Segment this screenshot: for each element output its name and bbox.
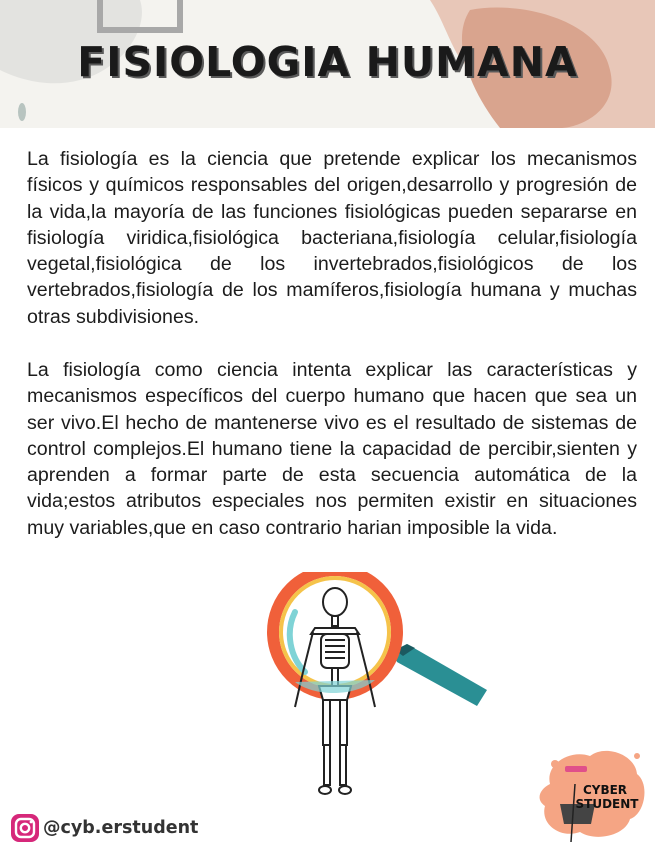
paragraph-1: La fisiología es la ciencia que pretende explicar los mecanismos físicos y químicos responsables del origen,desarrollo y progresión de la vida,la mayoría de las funciones fisiológicas pueden separarse en fisiología viridica,fisiológica bacteriana,fisiología celular,fisiología vegetal,fisiológica de los invertebrados,fisiológicos de los vertebrados,fisiología de los mamíferos,fisiología humana y muchas otras subdivisiones. xyxy=(27,148,637,328)
logo-line-2: STUDENT xyxy=(575,797,639,811)
social-handle[interactable]: @cyb.erstudent xyxy=(43,818,199,838)
cyber-student-logo xyxy=(535,744,650,844)
logo-line-1: CYBER xyxy=(582,783,628,797)
skeleton-magnifier-illustration xyxy=(255,572,500,807)
instagram-icon[interactable] xyxy=(10,813,40,843)
magnifier-handle xyxy=(393,644,487,706)
social-footer xyxy=(10,812,198,844)
paragraph-2: La fisiología como ciencia intenta explicar las características y mecanismos específicos del cuerpo humano que hacen que sea un ser vivo.El hecho de mantenerse vivo es el resultado de sistemas de control complejos.El humano tiene la capacidad de percibir,sienten y aprenden a formar parte de esta secuencia automática de la vida;estos atributos especiales nos permiten existir en situaciones muy variables,que en caso contrario harian imposible la vida. xyxy=(27,359,637,539)
page-title: FISIOLOGIA HUMANA xyxy=(77,38,578,86)
header-banner xyxy=(0,0,655,128)
